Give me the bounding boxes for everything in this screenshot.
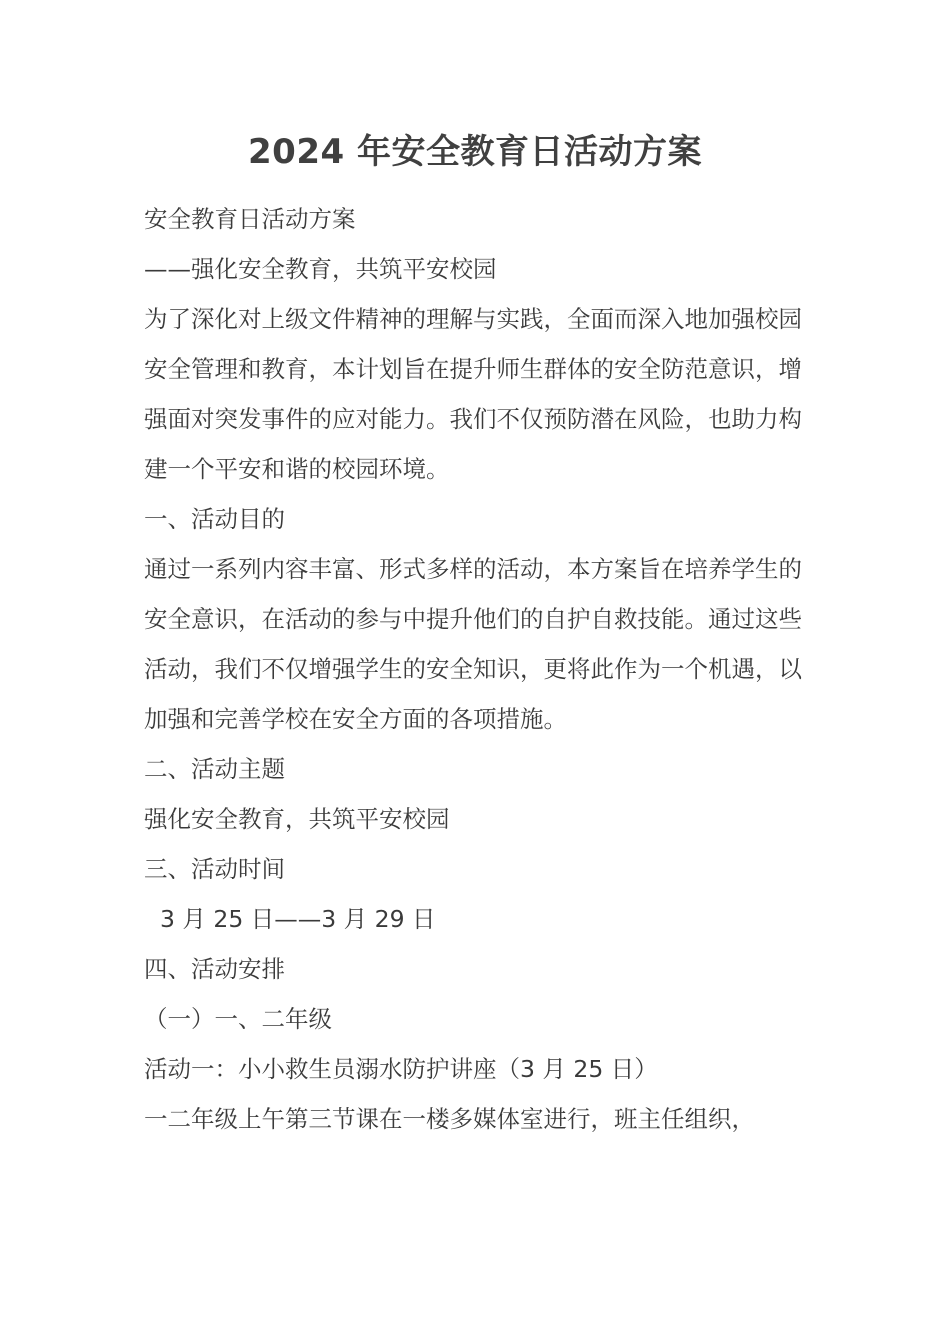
section-heading-theme: 二、活动主题 bbox=[144, 755, 285, 783]
subsection-grade-1-2: （一）一、二年级 bbox=[144, 1005, 332, 1033]
document-body bbox=[144, 194, 814, 1144]
paragraph-subtitle: ——强化安全教育，共筑平安校园 bbox=[144, 255, 497, 283]
paragraph-plan-name: 安全教育日活动方案 bbox=[144, 205, 356, 233]
section-heading-time: 三、活动时间 bbox=[144, 855, 285, 883]
paragraph-intro: 为了深化对上级文件精神的理解与实践，全面而深入地加强校园安全管理和教育，本计划旨在提升师生群体的安全防范意识，增强面对突发事件的应对能力。我们不仅预防潜在风险，也助力构建一个平安和谐的校园环境。 bbox=[144, 305, 802, 483]
section-heading-purpose: 一、活动目的 bbox=[144, 505, 285, 533]
section-heading-arrangement: 四、活动安排 bbox=[144, 955, 285, 983]
document-title: 2024 年安全教育日活动方案 bbox=[248, 132, 702, 172]
paragraph-activity-one: 活动一：小小救生员溺水防护讲座（3 月 25 日） bbox=[144, 1055, 658, 1083]
paragraph-activity-one-detail: 一二年级上午第三节课在一楼多媒体室进行，班主任组织， bbox=[144, 1105, 755, 1133]
paragraph-time: 3 月 25 日——3 月 29 日 bbox=[160, 905, 436, 933]
paragraph-theme: 强化安全教育，共筑平安校园 bbox=[144, 805, 450, 833]
paragraph-purpose: 通过一系列内容丰富、形式多样的活动，本方案旨在培养学生的安全意识，在活动的参与中提升他们的自护自救技能。通过这些活动，我们不仅增强学生的安全知识，更将此作为一个机遇，以加强和完善学校在安全方面的各项措施。 bbox=[144, 555, 802, 733]
